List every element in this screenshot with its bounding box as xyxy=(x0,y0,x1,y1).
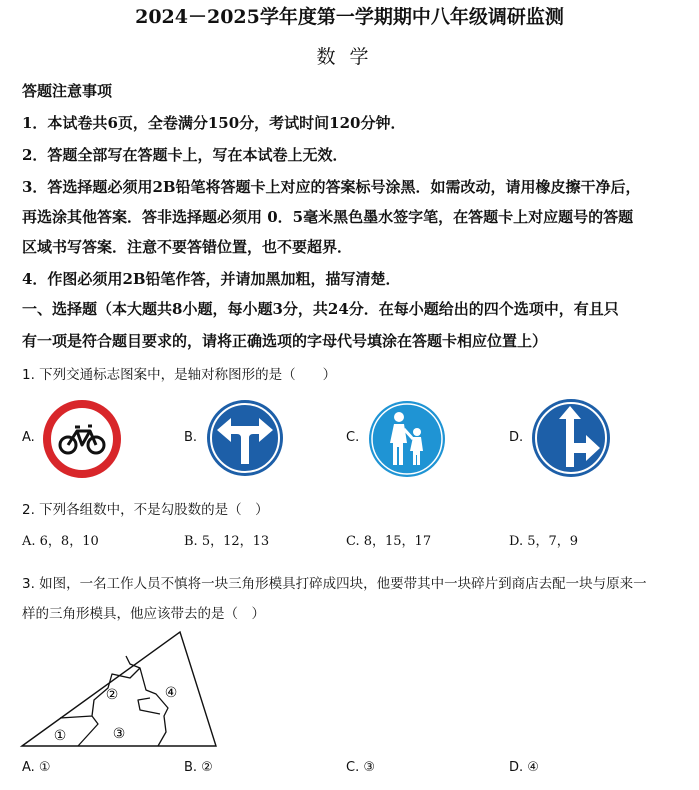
q2-stem: 2. 下列各组数中，不是勾股数的是（ ） xyxy=(22,502,269,518)
q1-option-c-label: C. xyxy=(346,430,360,445)
q1-stem: 1. 下列交通标志图案中，是轴对称图形的是（ ） xyxy=(22,367,337,383)
q1-option-d-label: D. xyxy=(509,430,524,445)
exam-title: 2024－2025学年度第一学期期中八年级调研监测 xyxy=(135,6,564,28)
q3-option-a: A. ① xyxy=(22,760,51,775)
notice-line-3: 3．答选择题必须用2B铅笔将答题卡上对应的答案标号涂黑．如需改动，请用橡皮擦干净后， xyxy=(22,178,641,196)
piece-label-1: ① xyxy=(53,728,67,744)
q2-option-a: A. 6，8，10 xyxy=(22,534,99,549)
piece-label-4: ④ xyxy=(164,685,178,701)
notice-heading: 答题注意事项 xyxy=(22,82,113,100)
q3-stem-line-2: 样的三角形模具，他应该带去的是（ ） xyxy=(22,606,265,622)
straight-or-right-sign-icon xyxy=(530,397,612,479)
notice-line-6: 4．作图必须用2B铅笔作答，并请加黑加粗，描写清楚． xyxy=(22,270,401,288)
piece-label-3: ③ xyxy=(112,726,126,742)
q3-option-b: B. ② xyxy=(184,760,213,775)
no-bicycle-sign-icon xyxy=(42,399,122,479)
q2-option-c: C. 8，15，17 xyxy=(346,534,432,549)
q3-stem-line-1: 3. 如图，一名工作人员不慎将一块三角形模具打碎成四块，他要带其中一块碎片到商店去配一块与原来一 xyxy=(22,576,647,592)
piece-label-2: ② xyxy=(105,687,119,703)
pedestrian-sign-icon xyxy=(367,399,447,479)
q3-option-c: C. ③ xyxy=(346,760,375,775)
turn-left-or-right-sign-icon xyxy=(205,398,285,478)
q1-option-b-label: B. xyxy=(184,430,198,445)
q2-option-b: B. 5，12，13 xyxy=(184,534,270,549)
notice-line-1: 1．本试卷共6页，全卷满分150分，考试时间120分钟． xyxy=(22,114,406,132)
section1-line-1: 一、选择题（本大题共8小题，每小题3分，共24分．在每小题给出的四个选项中，有且只 xyxy=(22,300,619,318)
subject-title: 数学 xyxy=(316,46,383,68)
q3-option-d: D. ④ xyxy=(509,760,539,775)
notice-line-2: 2．答题全部写在答题卡上，写在本试卷上无效． xyxy=(22,146,348,164)
q1-option-a-label: A. xyxy=(22,430,35,445)
q2-option-d: D. 5，7，9 xyxy=(509,534,579,549)
notice-line-4: 再选涂其他答案．答非选择题必须用 0．5毫米黑色墨水签字笔，在答题卡上对应题号的答题 xyxy=(22,208,634,226)
notice-line-5: 区域书写答案．注意不要答错位置，也不要超界． xyxy=(22,238,353,256)
section1-line-2: 有一项是符合题目要求的，请将正确选项的字母代号填涂在答题卡相应位置上） xyxy=(22,332,548,350)
broken-triangle-figure xyxy=(18,628,223,752)
